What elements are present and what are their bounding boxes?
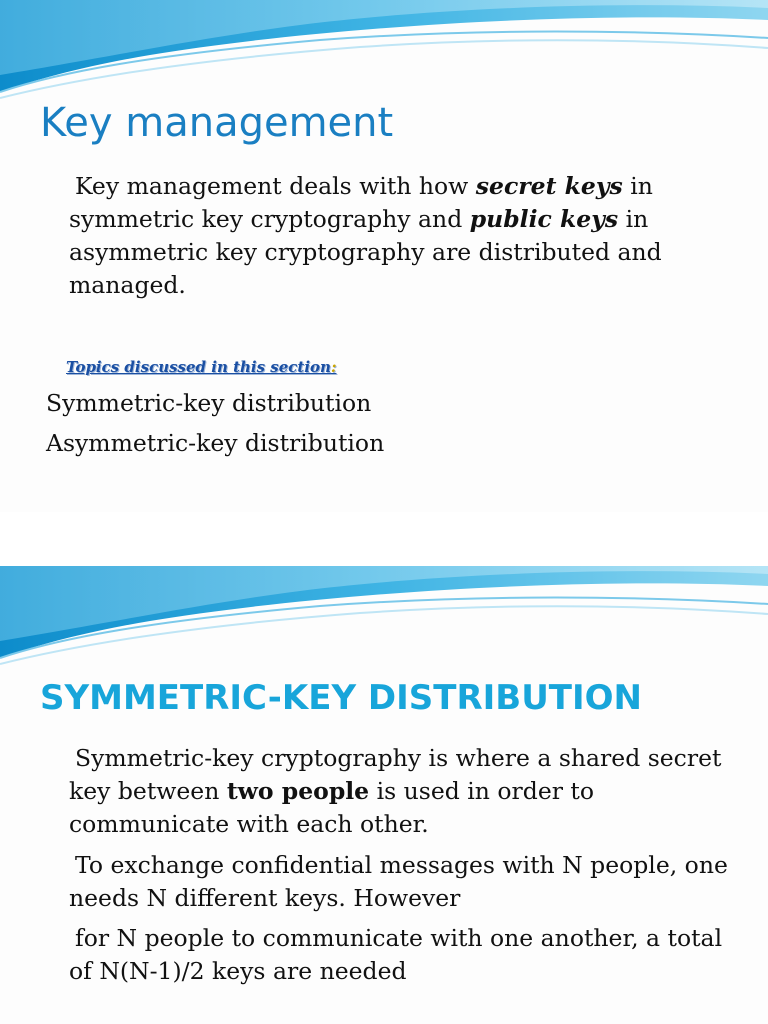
header-wave-decoration (0, 566, 768, 666)
exchange-paragraph (69, 849, 749, 915)
two-people-emphasis: two people (226, 777, 370, 805)
slide-symmetric-key-distribution (0, 566, 768, 1024)
slide-title: Key management (40, 100, 394, 146)
total-keys-paragraph (69, 922, 749, 988)
slide-title: SYMMETRIC-KEY DISTRIBUTION (40, 678, 643, 718)
intro-text: Key management deals with how (75, 172, 476, 200)
topics-heading (66, 358, 336, 376)
secret-keys-emphasis: secret keys (475, 172, 623, 200)
intro-text: in symmetric key cryptography and (69, 172, 653, 233)
total-keys-text: for N people to communicate with one another, a total of N(N-1)/2 keys are needed (69, 924, 723, 985)
definition-text: is used in order to communicate with each other. (69, 777, 595, 838)
topic-item-symmetric: Symmetric-key distribution (46, 389, 372, 417)
public-keys-emphasis: public keys (469, 205, 619, 233)
header-wave-decoration (0, 0, 768, 100)
topics-heading-text: Topics discussed in this section (66, 358, 331, 376)
exchange-text: To exchange confidential messages with N people, one needs N different keys. However (69, 851, 728, 912)
intro-paragraph (69, 170, 749, 302)
definition-text: Symmetric-key cryptography is where a shared secret key between (69, 744, 722, 805)
symmetric-definition-paragraph (69, 742, 749, 841)
topic-item-asymmetric: Asymmetric-key distribution (46, 429, 385, 457)
topics-heading-colon: : (330, 358, 337, 376)
intro-text: in asymmetric key cryptography are distributed and managed. (69, 205, 662, 299)
slide-gap (0, 512, 768, 566)
